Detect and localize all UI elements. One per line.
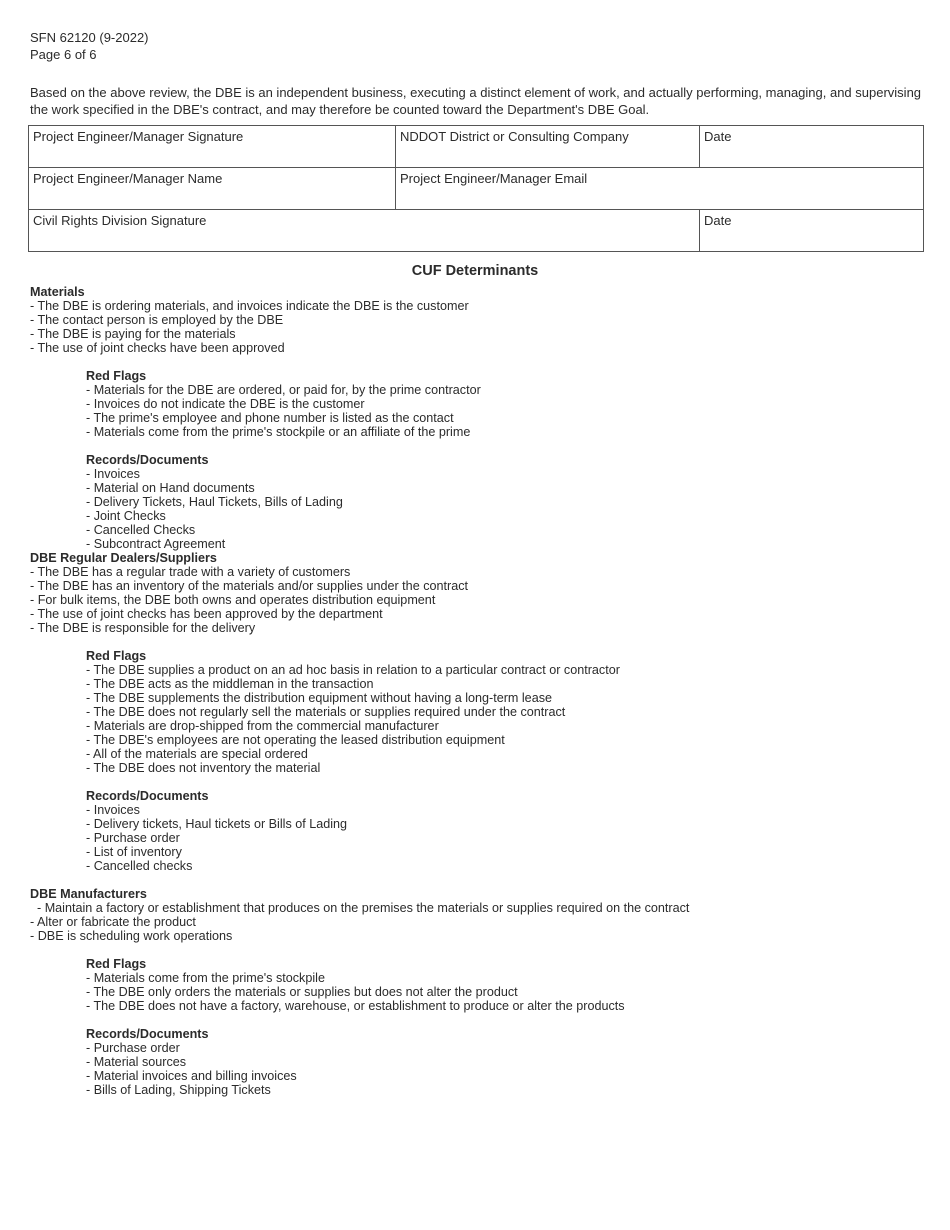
list-item: - The DBE does not inventory the material [86, 761, 321, 775]
materials-heading: Materials [30, 285, 85, 299]
signature-table [28, 125, 924, 252]
list-item: - Bills of Lading, Shipping Tickets [86, 1083, 271, 1097]
manufacturers-list [30, 901, 930, 943]
list-item: - The use of joint checks has been approved by the department [30, 607, 383, 621]
list-item: - The DBE is ordering materials, and invoices indicate the DBE is the customer [30, 299, 469, 313]
date-field[interactable] [700, 126, 924, 168]
manufacturers-records [86, 1027, 930, 1097]
list-item: - Invoices [86, 803, 140, 817]
red-flags-heading: Red Flags [86, 649, 147, 663]
list-item: - Joint Checks [86, 509, 166, 523]
crd-date-field[interactable] [700, 210, 924, 252]
list-item: - Material invoices and billing invoices [86, 1069, 297, 1083]
list-item: - Materials come from the prime's stockpile [86, 971, 325, 985]
pe-email-field[interactable] [396, 168, 924, 210]
list-item: - The DBE's employees are not operating the leased distribution equipment [86, 733, 505, 747]
district-label: NDDOT District or Consulting Company [400, 129, 629, 144]
list-item: - The prime's employee and phone number is listed as the contact [86, 411, 454, 425]
dealers-records [86, 789, 930, 873]
list-item: - Alter or fabricate the product [30, 915, 196, 929]
list-item: - Materials come from the prime's stockpile or an affiliate of the prime [86, 425, 471, 439]
list-item: - DBE is scheduling work operations [30, 929, 233, 943]
list-item: - Materials are drop-shipped from the commercial manufacturer [86, 719, 439, 733]
list-item: - The DBE does not have a factory, warehouse, or establishment to produce or alter the products [86, 999, 625, 1013]
list-item: - Invoices [86, 467, 140, 481]
review-statement: Based on the above review, the DBE is an independent business, executing a distinct element of work, and actually performing, managing, and supervising the work specified in the DBE's contract, and may therefore be counted toward the Department's DBE Goal. [30, 85, 922, 117]
list-item: - Material on Hand documents [86, 481, 255, 495]
pe-name-field[interactable] [29, 168, 396, 210]
crd-signature-field[interactable] [29, 210, 700, 252]
materials-records [86, 453, 930, 551]
list-item: - The DBE acts as the middleman in the transaction [86, 677, 374, 691]
date-label: Date [704, 129, 732, 144]
pe-signature-label: Project Engineer/Manager Signature [33, 129, 244, 144]
list-item: - Cancelled Checks [86, 523, 196, 537]
list-item: - Purchase order [86, 1041, 180, 1055]
list-item: - Cancelled checks [86, 859, 193, 873]
dealers-list [30, 565, 930, 635]
list-item: - List of inventory [86, 845, 182, 859]
form-header [30, 29, 149, 63]
materials-list [30, 299, 930, 355]
list-item: - Invoices do not indicate the DBE is the customer [86, 397, 365, 411]
pe-email-label: Project Engineer/Manager Email [400, 171, 588, 186]
dealers-red-flags [86, 649, 930, 775]
list-item: - Purchase order [86, 831, 180, 845]
cuf-body [30, 285, 930, 1097]
list-item: - The DBE supplies a product on an ad hoc basis in relation to a particular contract or contractor [86, 663, 620, 677]
list-item: - The contact person is employed by the DBE [30, 313, 284, 327]
list-item: - The DBE does not regularly sell the materials or supplies required under the contract [86, 705, 566, 719]
list-item: - Subcontract Agreement [86, 537, 226, 551]
pe-name-label: Project Engineer/Manager Name [33, 171, 223, 186]
page-info: Page 6 of 6 [30, 47, 97, 62]
list-item: - Materials for the DBE are ordered, or paid for, by the prime contractor [86, 383, 481, 397]
manufacturers-red-flags [86, 957, 930, 1013]
list-item: - The DBE has a regular trade with a variety of customers [30, 565, 351, 579]
pe-signature-field[interactable] [29, 126, 396, 168]
list-item: - The DBE supplements the distribution equipment without having a long-term lease [86, 691, 552, 705]
district-field[interactable] [396, 126, 700, 168]
records-heading: Records/Documents [86, 1027, 209, 1041]
list-item: - The DBE only orders the materials or supplies but does not alter the product [86, 985, 518, 999]
materials-red-flags [86, 369, 930, 439]
crd-signature-label: Civil Rights Division Signature [33, 213, 207, 228]
dealers-heading: DBE Regular Dealers/Suppliers [30, 551, 217, 565]
list-item: - Maintain a factory or establishment that produces on the premises the materials or supplies required on the contract [30, 901, 690, 915]
list-item: - For bulk items, the DBE both owns and operates distribution equipment [30, 593, 436, 607]
manufacturers-heading: DBE Manufacturers [30, 887, 147, 901]
red-flags-heading: Red Flags [86, 957, 147, 971]
records-heading: Records/Documents [86, 453, 209, 467]
crd-date-label: Date [704, 213, 732, 228]
list-item: - The DBE has an inventory of the materials and/or supplies under the contract [30, 579, 468, 593]
cuf-title: CUF Determinants [411, 263, 539, 279]
red-flags-heading: Red Flags [86, 369, 147, 383]
list-item: - The use of joint checks have been approved [30, 341, 285, 355]
list-item: - Delivery tickets, Haul tickets or Bills of Lading [86, 817, 348, 831]
list-item: - The DBE is paying for the materials [30, 327, 236, 341]
list-item: - Delivery Tickets, Haul Tickets, Bills of Lading [86, 495, 343, 509]
records-heading: Records/Documents [86, 789, 209, 803]
form-id: SFN 62120 (9-2022) [30, 30, 149, 45]
list-item: - All of the materials are special ordered [86, 747, 308, 761]
list-item: - The DBE is responsible for the delivery [30, 621, 256, 635]
list-item: - Material sources [86, 1055, 187, 1069]
